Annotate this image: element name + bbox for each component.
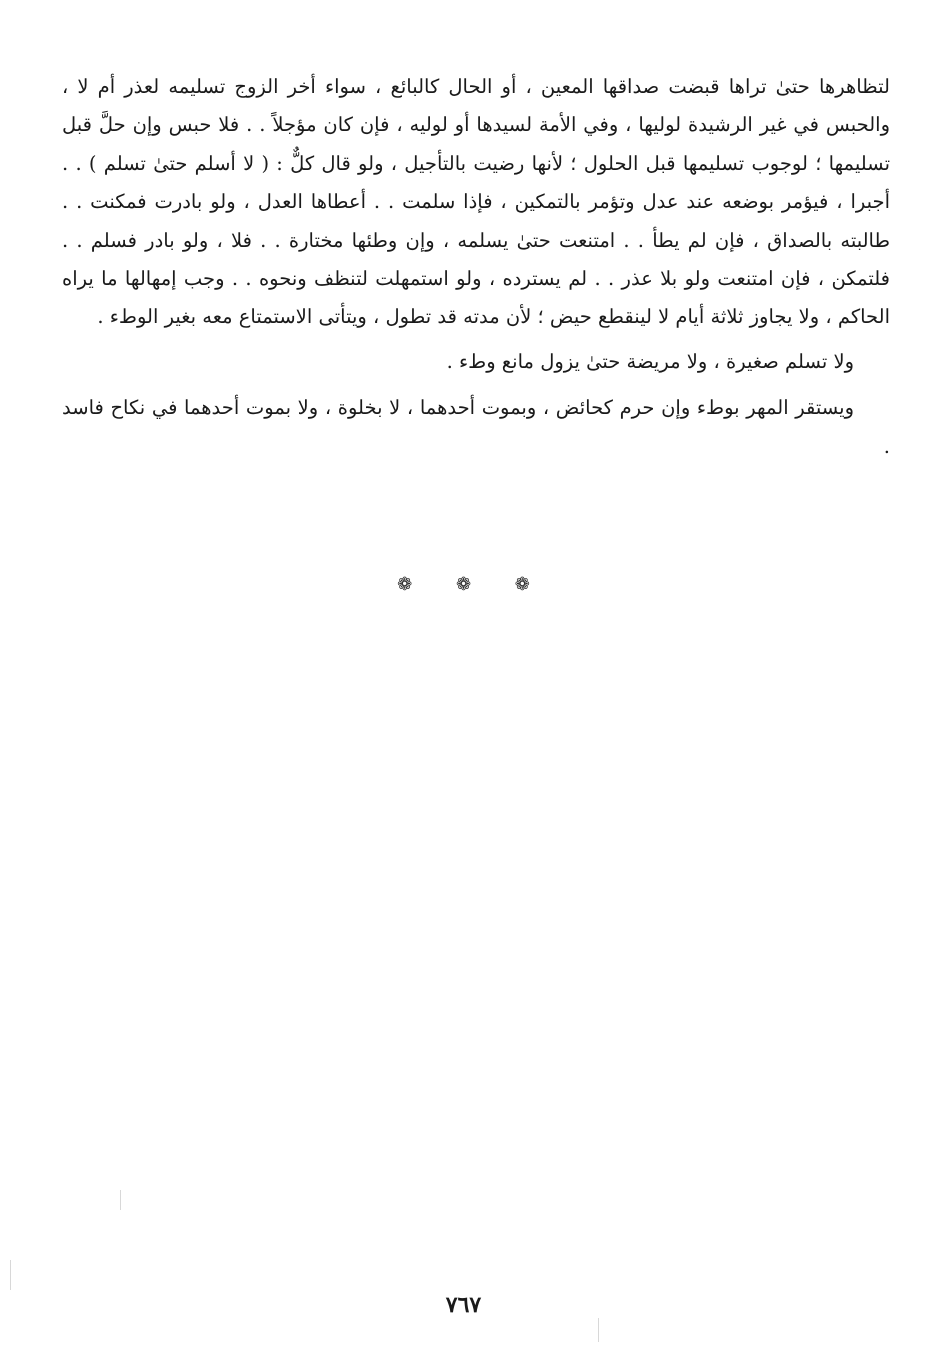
paragraph-3: ويستقر المهر بوطء وإن حرم كحائض ، وبموت أحدهما ، لا بخلوة ، ولا بموت أحدهما في نكاح فاسد . xyxy=(62,396,890,458)
ornament-star-icon: ❁ xyxy=(514,574,530,595)
page-number: ٧٦٧ xyxy=(445,1292,482,1318)
scan-artifact xyxy=(10,1260,11,1290)
paragraph-1: لتظاهرها حتىٰ تراها قبضت صداقها المعين ، أو الحال كالبائع ، سواء أخر الزوج تسليمه لعذر أم لا ، والحبس في غير الرشيدة لوليها ، وفي الأمة لسيدها أو لوليه ، فإن كان مؤجلاً . . فلا حبس وإن حلَّ قبل تسليمها ؛ لوجوب تسليمها قبل الحلول ؛ لأنها رضيت بالتأجيل ، ولو قال كلٌّ : ( لا أسلم حتىٰ تسلم ) . . أجبرا ، فيؤمر بوضعه عند عدل وتؤمر بالتمكين ، فإذا سلمت . . أعطاها العدل ، ولو بادرت فمكنت . . طالبته بالصداق ، فإن لم يطأ . . امتنعت حتىٰ يسلمه ، وإن وطئها مختارة . . فلا ، ولو بادر فسلم . . فلتمكن ، فإن امتنعت ولو بلا عذر . . لم يسترده ، ولو استمهلت لتنظف ونحوه . . وجب إمهالها ما يراه الحاكم ، ولا يجاوز ثلاثة أيام لا لينقطع حيض ؛ لأن مدته قد تطول ، ويتأتى الاستمتاع معه بغير الوطء . xyxy=(62,75,890,329)
ornament-star-icon: ❁ xyxy=(397,574,413,595)
scan-artifact xyxy=(120,1190,121,1210)
paragraph-2: ولا تسلم صغيرة ، ولا مريضة حتىٰ يزول مانع وطء . xyxy=(446,349,854,373)
section-separator xyxy=(0,574,927,595)
scan-artifact xyxy=(598,1318,599,1342)
ornament-star-icon: ❁ xyxy=(455,574,472,595)
body-text xyxy=(62,68,890,466)
